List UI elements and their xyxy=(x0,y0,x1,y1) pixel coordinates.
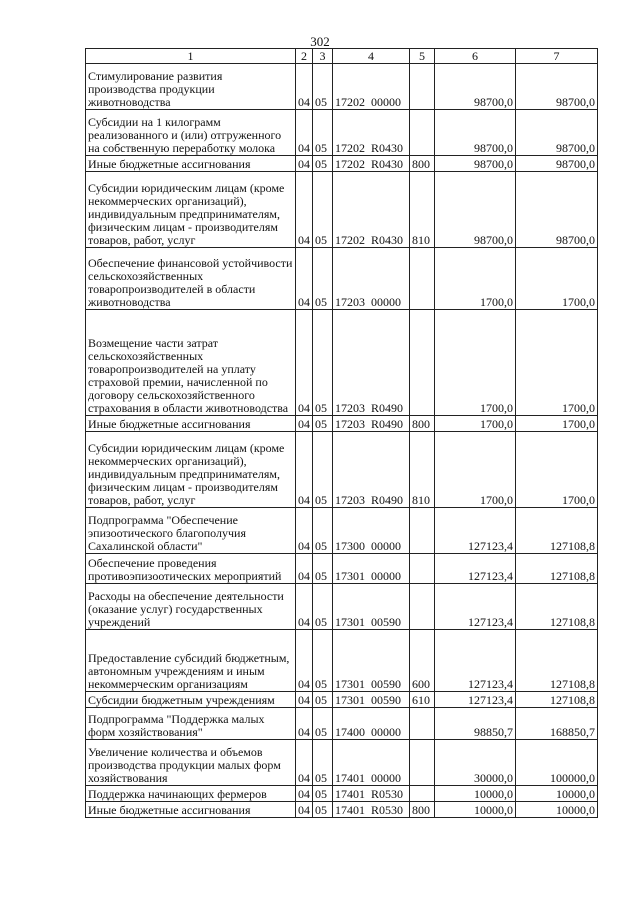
target-code-cell: 17203 R0490 xyxy=(333,416,410,432)
subsection-cell: 05 xyxy=(313,416,333,432)
amount-col6-cell: 98700,0 xyxy=(435,64,516,110)
amount-col6-cell: 10000,0 xyxy=(435,802,516,818)
subsection-cell: 05 xyxy=(313,64,333,110)
amount-col7-cell: 100000,0 xyxy=(516,740,598,786)
expense-type-cell xyxy=(410,64,435,110)
amount-col6-cell: 98700,0 xyxy=(435,156,516,172)
target-code-cell: 17301 00000 xyxy=(333,554,410,584)
amount-col7-cell: 98700,0 xyxy=(516,64,598,110)
expense-type-cell: 610 xyxy=(410,692,435,708)
row-name-cell: Обеспечение финансовой устойчивости сельскохозяйственных товаропроизводителей в области животноводства xyxy=(86,248,296,310)
row-name-cell: Субсидии юридическим лицам (кроме некоммерческих организаций), индивидуальным предпринимателям, физическим лицам - производителям товаров, работ, услуг xyxy=(86,172,296,248)
expense-type-cell xyxy=(410,584,435,630)
table-row xyxy=(86,432,598,508)
table-row xyxy=(86,248,598,310)
budget-table xyxy=(85,48,598,818)
section-cell: 04 xyxy=(296,110,313,156)
amount-col6-cell: 127123,4 xyxy=(435,630,516,692)
amount-col6-cell: 10000,0 xyxy=(435,786,516,802)
subsection-cell: 05 xyxy=(313,432,333,508)
expense-type-cell xyxy=(410,110,435,156)
section-cell: 04 xyxy=(296,786,313,802)
subsection-cell: 05 xyxy=(313,630,333,692)
row-name-cell: Иные бюджетные ассигнования xyxy=(86,416,296,432)
amount-col6-cell: 127123,4 xyxy=(435,508,516,554)
expense-type-cell: 800 xyxy=(410,156,435,172)
amount-col6-cell: 98700,0 xyxy=(435,110,516,156)
subsection-cell: 05 xyxy=(313,786,333,802)
amount-col7-cell: 98700,0 xyxy=(516,110,598,156)
amount-col6-cell: 127123,4 xyxy=(435,692,516,708)
table-row xyxy=(86,802,598,818)
row-name-cell: Субсидии юридическим лицам (кроме некоммерческих организаций), индивидуальным предпринимателям, физическим лицам - производителям товаров, работ, услуг xyxy=(86,432,296,508)
subsection-cell: 05 xyxy=(313,110,333,156)
target-code-cell: 17203 R0490 xyxy=(333,432,410,508)
target-code-cell: 17401 R0530 xyxy=(333,786,410,802)
subsection-cell: 05 xyxy=(313,310,333,416)
column-header: 6 xyxy=(435,49,516,64)
amount-col6-cell: 1700,0 xyxy=(435,416,516,432)
section-cell: 04 xyxy=(296,310,313,416)
row-name-cell: Обеспечение проведения противоэпизоотических мероприятий xyxy=(86,554,296,584)
table-row xyxy=(86,416,598,432)
target-code-cell: 17202 00000 xyxy=(333,64,410,110)
expense-type-cell xyxy=(410,554,435,584)
section-cell: 04 xyxy=(296,172,313,248)
column-header: 7 xyxy=(516,49,598,64)
section-cell: 04 xyxy=(296,630,313,692)
page-number: 302 xyxy=(310,34,330,49)
table-row xyxy=(86,508,598,554)
row-name-cell: Подпрограмма "Обеспечение эпизоотического благополучия Сахалинской области" xyxy=(86,508,296,554)
column-header: 2 xyxy=(296,49,313,64)
amount-col7-cell: 127108,8 xyxy=(516,692,598,708)
subsection-cell: 05 xyxy=(313,248,333,310)
target-code-cell: 17202 R0430 xyxy=(333,156,410,172)
subsection-cell: 05 xyxy=(313,692,333,708)
amount-col7-cell: 127108,8 xyxy=(516,630,598,692)
table-row xyxy=(86,156,598,172)
amount-col7-cell: 98700,0 xyxy=(516,172,598,248)
subsection-cell: 05 xyxy=(313,554,333,584)
target-code-cell: 17301 00590 xyxy=(333,630,410,692)
target-code-cell: 17203 R0490 xyxy=(333,310,410,416)
section-cell: 04 xyxy=(296,432,313,508)
expense-type-cell: 800 xyxy=(410,802,435,818)
table-row xyxy=(86,554,598,584)
amount-col6-cell: 98850,7 xyxy=(435,708,516,740)
table-row xyxy=(86,172,598,248)
subsection-cell: 05 xyxy=(313,172,333,248)
table-row xyxy=(86,740,598,786)
amount-col7-cell: 10000,0 xyxy=(516,802,598,818)
target-code-cell: 17202 R0430 xyxy=(333,110,410,156)
section-cell: 04 xyxy=(296,554,313,584)
amount-col7-cell: 1700,0 xyxy=(516,310,598,416)
amount-col7-cell: 10000,0 xyxy=(516,786,598,802)
amount-col6-cell: 1700,0 xyxy=(435,432,516,508)
amount-col7-cell: 1700,0 xyxy=(516,416,598,432)
table-row xyxy=(86,584,598,630)
row-name-cell: Субсидии на 1 килограмм реализованного и (или) отгруженного на собственную переработку молока xyxy=(86,110,296,156)
expense-type-cell xyxy=(410,708,435,740)
section-cell: 04 xyxy=(296,692,313,708)
row-name-cell: Поддержка начинающих фермеров xyxy=(86,786,296,802)
section-cell: 04 xyxy=(296,248,313,310)
subsection-cell: 05 xyxy=(313,802,333,818)
row-name-cell: Иные бюджетные ассигнования xyxy=(86,156,296,172)
table-row xyxy=(86,786,598,802)
target-code-cell: 17301 00590 xyxy=(333,692,410,708)
row-name-cell: Предоставление субсидий бюджетным, автономным учреждениям и иным некоммерческим организациям xyxy=(86,630,296,692)
amount-col7-cell: 127108,8 xyxy=(516,554,598,584)
table-row xyxy=(86,630,598,692)
row-name-cell: Стимулирование развития производства продукции животноводства xyxy=(86,64,296,110)
amount-col7-cell: 127108,8 xyxy=(516,584,598,630)
expense-type-cell: 810 xyxy=(410,432,435,508)
amount-col6-cell: 30000,0 xyxy=(435,740,516,786)
subsection-cell: 05 xyxy=(313,740,333,786)
table-row xyxy=(86,692,598,708)
subsection-cell: 05 xyxy=(313,708,333,740)
section-cell: 04 xyxy=(296,584,313,630)
target-code-cell: 17301 00590 xyxy=(333,584,410,630)
section-cell: 04 xyxy=(296,708,313,740)
expense-type-cell xyxy=(410,310,435,416)
section-cell: 04 xyxy=(296,802,313,818)
amount-col6-cell: 98700,0 xyxy=(435,172,516,248)
header-row xyxy=(86,49,598,64)
section-cell: 04 xyxy=(296,416,313,432)
section-cell: 04 xyxy=(296,64,313,110)
row-name-cell: Подпрограмма "Поддержка малых форм хозяйствования" xyxy=(86,708,296,740)
target-code-cell: 17203 00000 xyxy=(333,248,410,310)
amount-col6-cell: 127123,4 xyxy=(435,554,516,584)
amount-col7-cell: 1700,0 xyxy=(516,432,598,508)
target-code-cell: 17202 R0430 xyxy=(333,172,410,248)
subsection-cell: 05 xyxy=(313,508,333,554)
table-row xyxy=(86,708,598,740)
amount-col6-cell: 127123,4 xyxy=(435,584,516,630)
section-cell: 04 xyxy=(296,156,313,172)
amount-col7-cell: 1700,0 xyxy=(516,248,598,310)
expense-type-cell xyxy=(410,740,435,786)
row-name-cell: Расходы на обеспечение деятельности (оказание услуг) государственных учреждений xyxy=(86,584,296,630)
expense-type-cell: 600 xyxy=(410,630,435,692)
row-name-cell: Увеличение количества и объемов производства продукции малых форм хозяйствования xyxy=(86,740,296,786)
expense-type-cell xyxy=(410,248,435,310)
amount-col6-cell: 1700,0 xyxy=(435,248,516,310)
section-cell: 04 xyxy=(296,508,313,554)
row-name-cell: Возмещение части затрат сельскохозяйственных товаропроизводителей на уплату страховой премии, начисленной по договору сельскохозяйственного страхования в области животноводства xyxy=(86,310,296,416)
expense-type-cell: 810 xyxy=(410,172,435,248)
expense-type-cell xyxy=(410,508,435,554)
column-header: 1 xyxy=(86,49,296,64)
subsection-cell: 05 xyxy=(313,156,333,172)
expense-type-cell xyxy=(410,786,435,802)
section-cell: 04 xyxy=(296,740,313,786)
column-header: 3 xyxy=(313,49,333,64)
table-row xyxy=(86,64,598,110)
column-header: 5 xyxy=(410,49,435,64)
target-code-cell: 17400 00000 xyxy=(333,708,410,740)
amount-col7-cell: 98700,0 xyxy=(516,156,598,172)
expense-type-cell: 800 xyxy=(410,416,435,432)
table-row xyxy=(86,110,598,156)
target-code-cell: 17300 00000 xyxy=(333,508,410,554)
table-row xyxy=(86,310,598,416)
row-name-cell: Субсидии бюджетным учреждениям xyxy=(86,692,296,708)
column-header: 4 xyxy=(333,49,410,64)
amount-col7-cell: 168850,7 xyxy=(516,708,598,740)
row-name-cell: Иные бюджетные ассигнования xyxy=(86,802,296,818)
amount-col7-cell: 127108,8 xyxy=(516,508,598,554)
subsection-cell: 05 xyxy=(313,584,333,630)
target-code-cell: 17401 R0530 xyxy=(333,802,410,818)
table-body xyxy=(86,64,598,818)
target-code-cell: 17401 00000 xyxy=(333,740,410,786)
amount-col6-cell: 1700,0 xyxy=(435,310,516,416)
